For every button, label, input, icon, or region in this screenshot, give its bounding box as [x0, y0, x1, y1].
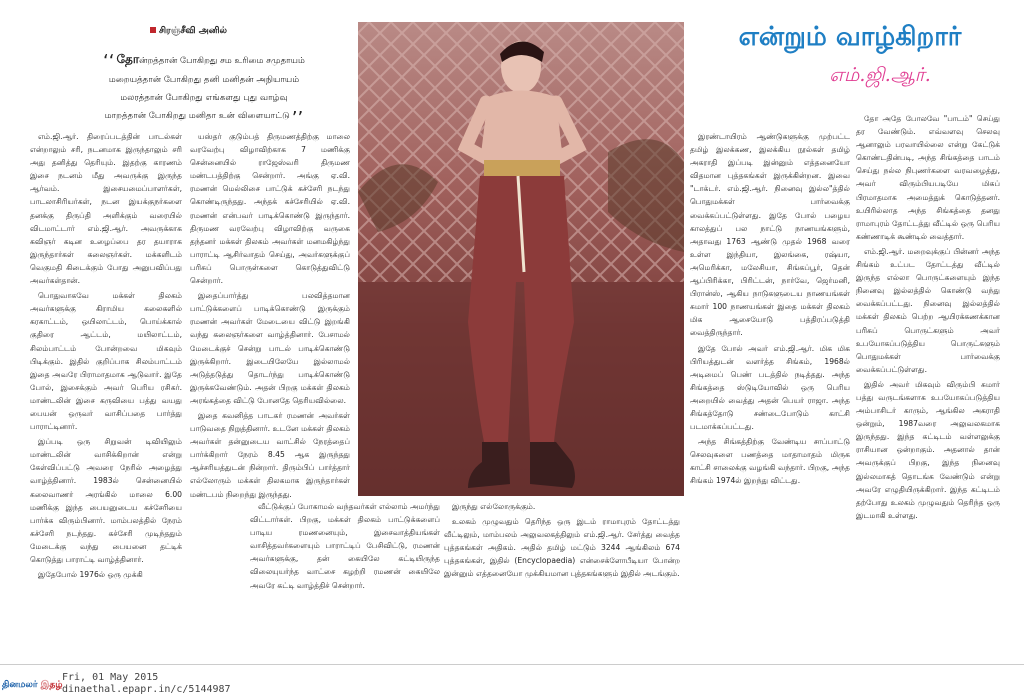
pull-quote [56, 50, 352, 128]
close-quote-icon: ’’ [291, 108, 304, 129]
byline [150, 26, 227, 37]
headline: என்றும் வாழ்கிறார் [738, 22, 962, 52]
paragraph: இதைப்பார்த்து பலவித்தமான பாட்டுக்களைப் பாடிக்கொண்டு இருக்கும் ரமணன் அவர்கள் மேடையை விட்டு இறங்கி வந்து கலைஞர்களை வாழ்த்தினார். பேசாமல் மேடைக்குச் சென்று பாடல் பாடிக்கொண்டு இருக்கிறார். இடையிலேயே இல்லாமல் அடுத்தடுத்து தொடர்ந்து பாடிக்கொண்டு இருக்கவேண்டும். அதன் பிறகு மக்கள் திலகம் அரங்கத்தை விட்டு போனதே தெரியவில்லை. [190, 291, 350, 405]
article-column-6 [856, 112, 1000, 657]
footer-divider [0, 664, 1024, 665]
actor-photo-illustration [358, 22, 684, 496]
article-column-5 [690, 130, 850, 655]
paragraph: இப்படி ஒரு சிறுவன் டிவியிலும் மாண்டலின் வாசிக்கிறான் என்று கேள்விப்பட்டு அவரை நேரில் அழைத்து வாழ்த்தினார். 1983ல் சென்னையில் கலைவாணர் அரங்கில் மாலை 6.00 மணிக்கு இந்த பையனுடைய கச்சேரியை பார்க்க விரும்பினார். மாம்பலத்தில் நேரம் கச்சேரி நடந்தது. கச்சேரி முடிந்ததும் மேடைக்கு வந்து பையனை தட்டிக் கொடுத்து பாராட்டி வாழ்த்தினார். [30, 437, 182, 564]
subhead-signature: எம்.ஜி.ஆர். [829, 64, 931, 86]
paragraph: தோ அதே போலவே "பாடம்" செய்து தர வேண்டும். எவ்வளவு செலவு ஆனாலும் பரவாயில்லை என்று கேட்டுக் கொண்டதின்படி, அந்த சிங்கத்தை பாடம் செய்து நல்ல நிபுணர்களை வரவழைத்து, அவர் விரும்பியபடியே மிகப் பிரமாதமாக அமைத்துக் கொடுத்தனர். உயிரில்லாத அந்த சிங்கத்தை தனது ராமாபுரம் தோட்டத்து வீட்டில் ஒரு பெரிய கண்ணாடிக் கூண்டில் வைத்தார். [856, 114, 1000, 241]
quote-line-1 [56, 50, 352, 71]
paragraph: இதே போல் அவர் எம்.ஜி.ஆர். மிக மிக பிரியத்துடன் வளர்த்த சிங்கம், 1968ல் அடிமைப் பெண் படத்தில் நடித்தது. அந்த சிங்கத்தை ஸ்டுடியோவில் ஒரு பெரிய அறையில் வைத்து அதன் பெயர் ராஜா. அந்த சிங்கத்தோடு சண்டைபோடும் காட்சி படமாக்கப்பட்டது. [690, 343, 850, 432]
paragraph: எம்.ஜி.ஆர். மறைவுக்குப் பின்னர் அந்த சிங்கம் உட்பட தோட்டத்து வீட்டில் இருந்த எல்லா பொருட்களையும் இந்த நினைவு இல்லத்தில் கொண்டு வந்து வைக்கப்பட்டது. நினைவு இல்லத்தில் மக்கள் திலகம் பெற்ற ஆயிரக்கணக்கான பரிசுப் பொருட்களும் அவர் உபயோகப்படுத்திய பொருட்களும் பொதுமக்கள் பார்வைக்கு வைக்கப்பட்டுள்ளது. [856, 246, 1000, 374]
paragraph: உலகம் முழுவதும் தெரிந்த ஒரு இடம் ராமாபுரம் தோட்டத்து வீட்டிலும், மாம்பலம் அலுவலகத்திலும் எம்.ஜி.ஆர். சேர்த்து வைத்த புத்தகங்கள் அதிகம். அதில் தமிழ் மட்டும் 3244 ஆங்கிலம் 674 புத்தகங்கள், இதில் (Encyclopaedia) என்சைக்ளோபீடியா போன்ற இன்னும் எத்தனையோ முக்கியமான புத்தகங்களும் இதில் அடங்கும். [444, 517, 680, 579]
logo-text-a: தினமலர் [2, 680, 38, 690]
article-column-1 [30, 130, 182, 655]
quote-line-1-text: ன்றத்தான் போகிறது சம உரிமை சமுதாயம் [139, 56, 305, 66]
paragraph: இரண்டாயிரம் ஆண்டுகளுக்கு முற்பட்ட தமிழ் இலக்கண, இலக்கிய நூல்கள் தமிழ் அகராதி இப்படி இன்னும் எத்தனையோ விதமான புத்தகங்கள் இருக்கின்றன. இவை "டாக்டர். எம்.ஜி.ஆர். நினைவு இல்ல"த்தில் பொதுமக்கள் பார்வைக்கு வைக்கப்பட்டுள்ளது. இதே போல் பழைய காலத்துப் பல நாட்டு நாணயங்களும், அதாவது 1763 ஆண்டு முதல் 1968 வரை உள்ள இந்தியா, இலங்கை, ரஷ்யா, அமெரிக்கா, மலேசியா, சிங்கப்பூர், தென் ஆப்பிரிக்கா, பிரிட்டன், நார்வே, ஜெர்மனி, பிரான்ஸ், ஆகிய நாடுகளுடைய நாணயங்கள் சுமார் 100 நாணயங்கள் இதை மக்கள் திலகம் மிக ஆசையோடு பத்திரப்படுத்தி வைத்திருந்தார். [690, 132, 850, 338]
issue-date: Fri, 01 May 2015 [62, 672, 159, 683]
publication-logo [2, 680, 63, 691]
footer [0, 666, 1024, 699]
paragraph: இதில் அவர் மிகவும் விரும்பி சுமார் பத்து வருடங்களாக உபயோகப்படுத்திய அம்பாசிடர் காரும், ஆங்கில அகராதி ஒன்றும், 1987வரை அலுவலகமாக இருந்தது. இந்த கட்டிடம் வள்ளலுக்கு ராசியான ஒன்றாகும். அதனால் தான் அவருக்குப் பிறகு, இந்த நினைவு இல்லமாகத் தொடங்க வேண்டும் என்று அவரே எழுதியிருக்கிறார். இந்த கட்டிடம் தற்போது உலகம் முழுவதும் தெரிந்த ஒரு இடமாகி உள்ளது. [856, 379, 1000, 520]
paragraph: அந்த சிங்கத்திற்கு வேண்டிய சாப்பாட்டு செலவுகளை பணத்தை மாதாமாதம் மிருக காட்சி சாலைக்கு வழங்கி வந்தார். பிறகு, அந்த சிங்கம் 1974ல் இறந்து விட்டது. [690, 437, 850, 486]
quote-dropcap: தோ [116, 52, 140, 66]
quote-line-4-text: மாறத்தான் போகிறது மனிதா உன் விளையாட்டு [104, 111, 290, 121]
quote-line-4 [56, 107, 352, 128]
paragraph: இதேபோல் 1976ல் ஒரு முக்கி [38, 570, 143, 580]
paragraph: எம்.ஜி.ஆர். திரைப்படத்தின் பாடல்கள் என்றாலும் சரி, நடனமாக இருந்தாலும் சரி அது தனித்து தெரியும். இதற்கு காரணம் இசை நடனம் மீது அவருக்கு இருந்த ஆர்வம். இசையமைப்பாளர்கள், பாடலாசிரியர்கள், நடன இயக்குநர்களை தனக்கு திருப்தி அளிக்கும் வரையில் விடமாட்டார் எம்.ஜி.ஆர். அவருக்காக கவிஞர் கடின உழைப்பை தர தயாராக இருந்தார்கள் கலைஞர்கள். மக்களிடம் வெகுமதி கிடைக்கும் போது அனுபவிப்பது அவர்கள்தான். [30, 132, 182, 286]
paragraph: இதை கவனித்த பாடகர் ரமணன் அவர்கள் பாடுவதை நிறுத்தினார். உடனே மக்கள் திலகம் அவர்கள் தன்னுடைய வாட்சில் நேரத்தைப் பார்க்கிறார் நேரம் 8.45 ஆக இருந்தது ஆச்சரியத்துடன் நின்றார். திரும்பிப் பார்த்தார் எல்லோரும் மக்கள் திலகமாக இருந்தார்கள் மண்டபம் நிறைந்து இருந்தது. [190, 410, 350, 499]
logo-text-b: இதழ் [40, 680, 63, 690]
byline-text: சிரஞ்சீவி அனில் [159, 26, 227, 36]
paragraph: பொதுவாகவே மக்கள் திலகம் அவர்களுக்கு கிராமிய கலைகளில் கரகாட்டம், ஒயிலாட்டம், பொய்க்கால் குதிரை ஆட்டம், மயிலாட்டம், சிலம்பாட்டம் போன்றவை மிகவும் பிடிக்கும். இதில் குறிப்பாக சிலம்பாட்டம் இதை அவரே பிராமாதமாக ஆடுவார். இதே போல், இசைக்கும் அவர் பெரிய ரசிகர். மாண்டலின் இசை கருவியை பத்து வயது பையன் ஒருவர் வாசிப்பதை பார்த்து பாராட்டினார். [30, 291, 182, 432]
red-square-icon [150, 27, 156, 33]
paragraph: இருந்து எல்லோருக்கும். [452, 502, 536, 511]
quote-line-2: மறையத்தான் போகிறது தனி மனிதன் அநியாயம் [108, 75, 300, 85]
quote-line-3: மலரத்தான் போகிறது எங்களது புது வாழ்வு [120, 93, 288, 103]
article-column-3 [250, 500, 440, 655]
paragraph: யஸ்தர் குடும்பத் திருமணத்திற்கு மாலை வரவேற்பு விழாவிற்காக 7 மணிக்கு சென்னையில் ராஜேஸ்வரி திருமண மண்டபத்திற்கு சென்றார். அங்கு ஏ.வி. ரமணன் மெல்லிசை பாட்டுக் கச்சேரி நடந்து கொண்டிருந்தது. அந்தக் கச்சேரியில் ஏ.வி. ரமணன் என்பவர் பாடிக்கொண்டு இருந்தார். திருமண வரவேற்பு விழாவிற்கு வருகை தந்தனர் மக்கள் திலகம் அவர்கள் மனமகிழ்ந்து பாராட்டி ஆசிர்வாதம் செய்து, அவர்களுக்குப் பரிசுப் பொருள்களை கொடுத்துவிட்டு சென்றார். [190, 132, 350, 286]
open-quote-icon: ‘‘ [103, 51, 115, 72]
actor-photo [358, 22, 684, 496]
article-column-4 [444, 500, 680, 655]
epaper-link[interactable]: dinaethal.epapr.in/c/5144987 [62, 684, 231, 695]
paragraph: வீட்டுக்குப் போகாமல் வந்தவர்கள் எல்லாம் அமர்ந்து விட்டார்கள். பிறகு, மக்கள் திலகம் பாட்டுக்களைப் பாடிய ரமணனையும், இசைவாத்தியங்கள் வாசித்தவர்களையும் பாராட்டிப் பேசிவிட்டு, ரமணன் அவர்களுக்கு, தன் கையிலே கட்டியிருந்த விலையுயர்ந்த வாட்சை கழற்றி ரமணன் கையிலே அவரே கட்டி வாழ்த்திச் சென்றார். [250, 502, 440, 590]
footer-date-block [62, 672, 231, 696]
